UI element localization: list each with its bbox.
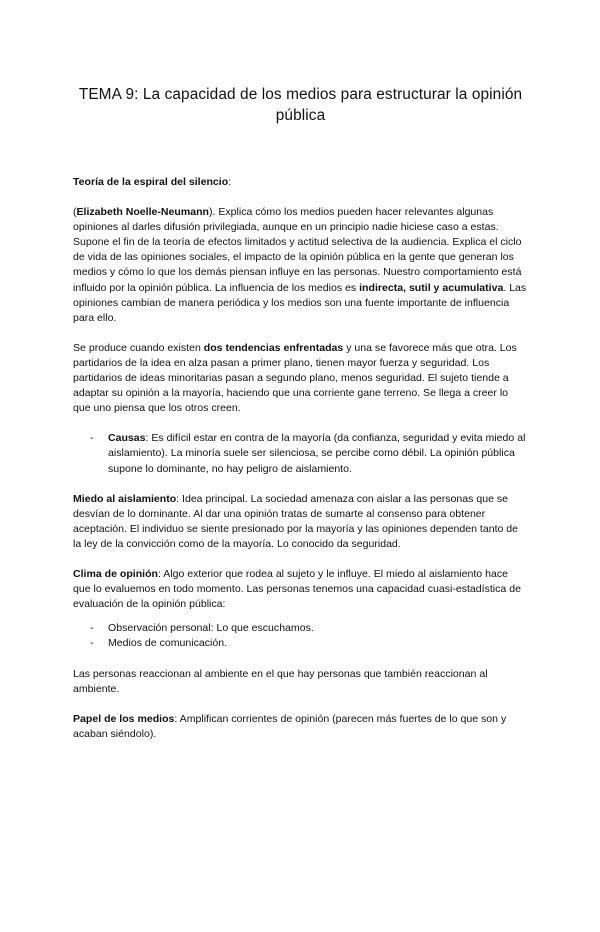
papel-label: Papel de los medios [73,712,175,725]
paragraph-papel [73,712,528,742]
document-title: TEMA 9: La capacidad de los medios para estructurar la opinión pública [78,86,523,124]
list-item-causas [108,431,528,476]
document-body [73,175,528,742]
author-name: Elizabeth Noelle-Neumann [76,206,209,219]
tendencias-bold-phrase: dos tendencias enfrentadas [203,341,344,354]
intro-bold-phrase: indirecta, sutil y acumulativa [359,281,504,294]
miedo-label: Miedo al aislamiento [73,492,177,505]
clima-text: : Algo exterior que rodea al sujeto y le influye. El miedo al aislamiento hace que lo evaluemos en todo momento. Las personas tenemos una capacidad cuasi-estadística de evaluación de la opinión pública: [73,567,521,611]
document-page [0,84,600,932]
paragraph-tendencias [73,341,528,416]
tendencias-text-2: y una se favorece más que otra. Los partidarios de la idea en alza pasan a primer plano, tienen mayor fuerza y seguridad. Los partidarios de ideas minoritarias pasan a segundo plano, menos seguridad. El sujeto tiende a adaptar su opinión a la mayoría, haciendo que una corriente gane terreno. Se llega a creer lo que uno piensa que los otros creen. [73,341,517,415]
causas-label: Causas [108,432,146,445]
list-item: - Observación personal: Lo que escuchamos. [108,621,528,636]
paragraph-miedo [73,492,528,552]
list-item: - Medios de comunicación. [108,636,528,651]
section-heading-colon: : [228,176,232,188]
intro-text-1: ). Explica cómo los medios pueden hacer relevantes algunas opiniones al darles difusión privilegiada, aunque en un principio nadie hiciese caso a estas. Supone el fin de la teoría de efectos limitados y actitud selectiva de la audiencia. Explica el ciclo de vida de las opiniones sociales, el impacto de la opinión pública en la gente que generan los medios y cómo lo que los demás piensan influye en las personas. Nuestro comportamiento está influido por la opinión pública. La influencia de los medios es [73,206,522,294]
paragraph-intro [73,205,528,326]
papel-text: : Amplifican corrientes de opinión (parecen más fuertes de lo que son y acaban siéndolo). [73,712,507,740]
paragraph-reaccion: Las personas reaccionan al ambiente en el que hay personas que también reaccionan al ambiente. [73,667,488,695]
section-heading [73,175,528,190]
causas-list [73,431,528,476]
clima-list [73,621,528,651]
miedo-text: : Idea principal. La sociedad amenaza con aislar a las personas que se desvían de lo dominante. Al dar una opinión tratas de sumarte al consenso para obtener aceptación. El individuo se siente presionado por la mayoría y las opiniones dependen tanto de la ley de la convicción como de la mayoría. Lo conocido da seguridad. [73,492,519,550]
clima-label: Clima de opinión [73,567,158,580]
section-heading-text: Teoría de la espiral del silencio [73,176,229,188]
tendencias-text-1: Se produce cuando existen [73,341,204,354]
paragraph-clima [73,567,528,612]
intro-open-paren: ( [73,206,77,219]
causas-text: : Es difícil estar en contra de la mayoría (da confianza, seguridad y evita miedo al aislamiento). La minoría suele ser silenciosa, se percibe como débil. La opinión pública supone lo dominante, no hay peligro de aislamiento. [108,432,526,475]
intro-text-2: . Las opiniones cambian de manera periódica y los medios son una fuente importante de influencia para ello. [73,281,527,324]
